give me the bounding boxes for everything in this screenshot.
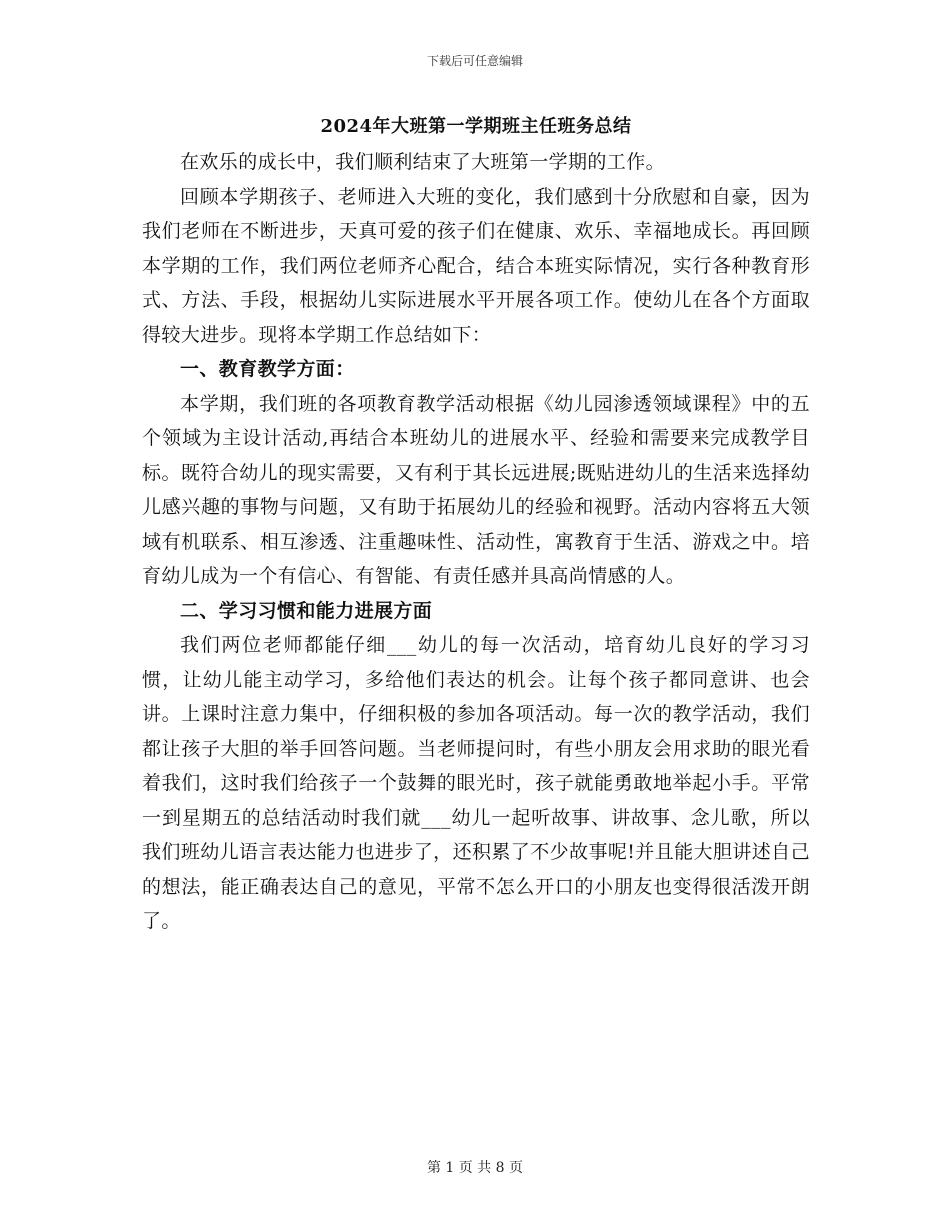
- section-heading-habits: 二、学习习惯和能力进展方面: [180, 599, 433, 622]
- document-title: 2024年大班第一学期班主任班务总结: [320, 116, 632, 137]
- intro-paragraph: 在欢乐的成长中，我们顺利结束了大班第一学期的工作。: [180, 151, 666, 173]
- teaching-paragraph: 本学期，我们班的各项教育教学活动根据《幼儿园渗透领域课程》中的五个领域为主设计活动,再结合本班幼儿的进展水平、经验和需要来完成教学目标。既符合幼儿的现实需要，又有利于其长远进展;既贴进幼儿的生活来选择幼儿感兴趣的事物与问题，又有助于拓展幼儿的经验和视野。活动内容将五大领域有机联系、相互渗透、注重趣味性、活动性，寓教育于生活、游戏之中。培育幼儿成为一个有信心、有智能、有责任感并具高尚情感的人。: [142, 392, 810, 587]
- review-paragraph: 回顾本学期孩子、老师进入大班的变化，我们感到十分欣慰和自豪，因为我们老师在不断进步，天真可爱的孩子们在健康、欢乐、幸福地成长。再回顾本学期的工作，我们两位老师齐心配合，结合本班实际情况，实行各种教育形式、方法、手段，根据幼儿实际进展水平开展各项工作。使幼儿在各个方面取得较大进步。现将本学期工作总结如下：: [142, 185, 810, 346]
- section-heading-teaching: 一、教育教学方面：: [180, 358, 355, 380]
- page-header: 下载后可任意编辑: [426, 54, 523, 68]
- document-body: [142, 113, 810, 939]
- habits-paragraph: 我们两位老师都能仔细___幼儿的每一次活动，培育幼儿良好的学习习惯，让幼儿能主动学习，多给他们表达的机会。让每个孩子都同意讲、也会讲。上课时注意力集中，仔细积极的参加各项活动。每一次的教学活动，我们都让孩子大胆的举手回答问题。当老师提问时，有些小朋友会用求助的眼光看着我们，这时我们给孩子一个鼓舞的眼光时，孩子就能勇敢地举起小手。平常一到星期五的总结活动时我们就___幼儿一起听故事、讲故事、念儿歌，所以我们班幼儿语言表达能力也进步了，还积累了不少故事呢!并且能大胆讲述自己的想法，能正确表达自己的意见，平常不怎么开口的小朋友也变得很活泼开朗了。: [142, 634, 810, 932]
- page-number: 第 1 页 共 8 页: [426, 1160, 524, 1176]
